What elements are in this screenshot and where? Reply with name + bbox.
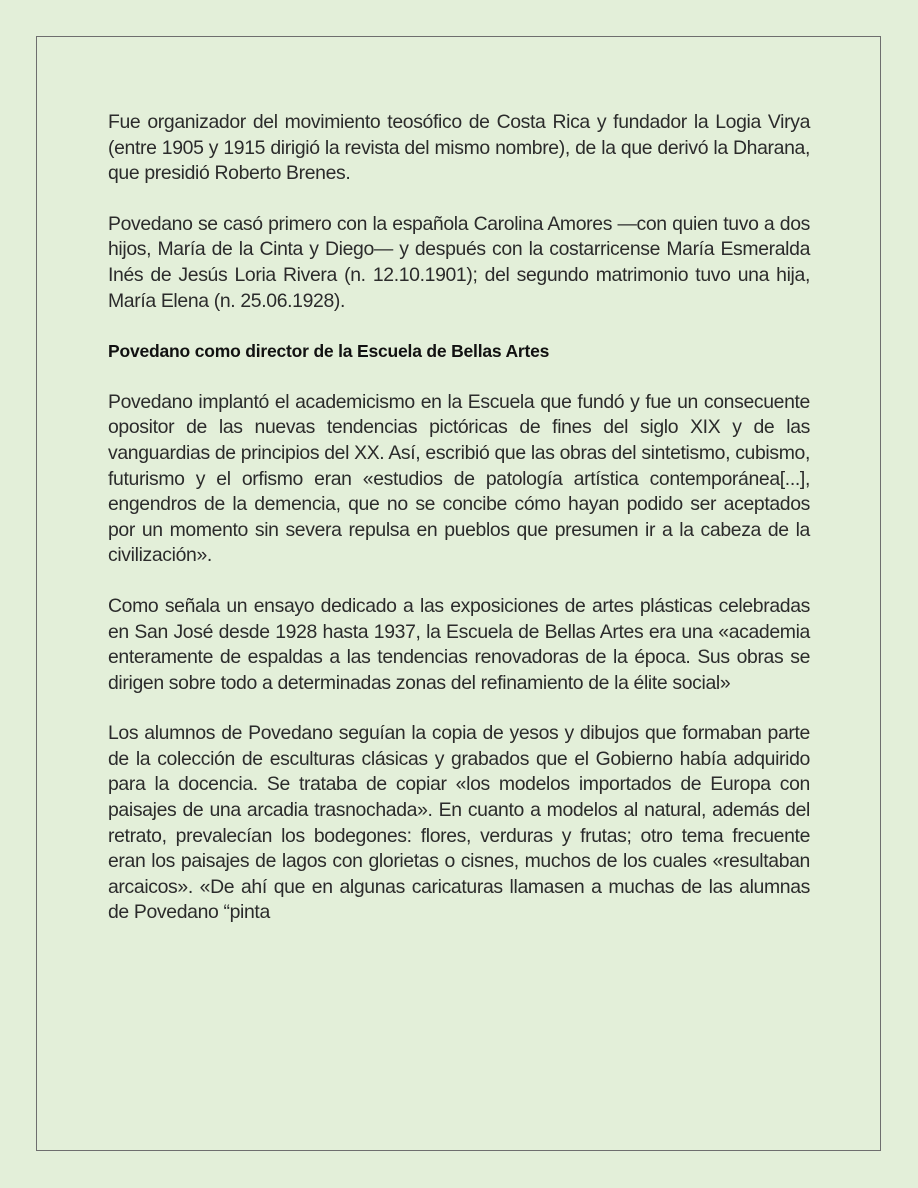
paragraph-exposiciones: Como señala un ensayo dedicado a las exposiciones de artes plásticas celebradas en San José desde 1928 hasta 1937, la Escuela de Bellas Artes era una «academia enteramente de espaldas a las tendencias renovadoras de la época. Sus obras se dirigen sobre todo a determinadas zonas del refinamiento de la élite social»	[108, 594, 810, 694]
paragraph-academicismo: Povedano implantó el academicismo en la Escuela que fundó y fue un consecuente opositor de las nuevas tendencias pictóricas de fines del siglo XIX y de las vanguardias de principios del XX. Así, escribió que las obras del sintetismo, cubismo, futurismo y el orfismo eran «estudios de patología artística contemporánea[...], engendros de la demencia, que no se concibe cómo hayan podido ser aceptados por un momento sin severa repulsa en pueblos que presumen ir a la cabeza de la civilización».	[108, 390, 810, 567]
document-body	[108, 110, 810, 951]
paragraph-matrimonios: Povedano se casó primero con la española Carolina Amores —con quien tuvo a dos hijos, María de la Cinta y Diego— y después con la costarricense María Esmeralda Inés de Jesús Loria Rivera (n. 12.10.1901); del segundo matrimonio tuvo una hija, María Elena (n. 25.06.1928).	[108, 212, 810, 312]
section-heading: Povedano como director de la Escuela de Bellas Artes	[108, 341, 550, 362]
paragraph-teosofia: Fue organizador del movimiento teosófico de Costa Rica y fundador la Logia Virya (entre 1905 y 1915 dirigió la revista del mismo nombre), de la que derivó la Dharana, que presidió Roberto Brenes.	[108, 111, 810, 185]
paragraph-alumnos: Los alumnos de Povedano seguían la copia de yesos y dibujos que formaban parte de la colección de esculturas clásicas y grabados que el Gobierno había adquirido para la docencia. Se trataba de copiar «los modelos importados de Europa con paisajes de una arcadia trasnochada». En cuanto a modelos al natural, además del retrato, prevalecían los bodegones: flores, verduras y frutas; otro tema frecuente eran los paisajes de lagos con glorietas o cisnes, muchos de los cuales «resultaban arcaicos». «De ahí que en algunas caricaturas llamasen a muchas de las alumnas de Povedano “pinta	[108, 722, 810, 924]
